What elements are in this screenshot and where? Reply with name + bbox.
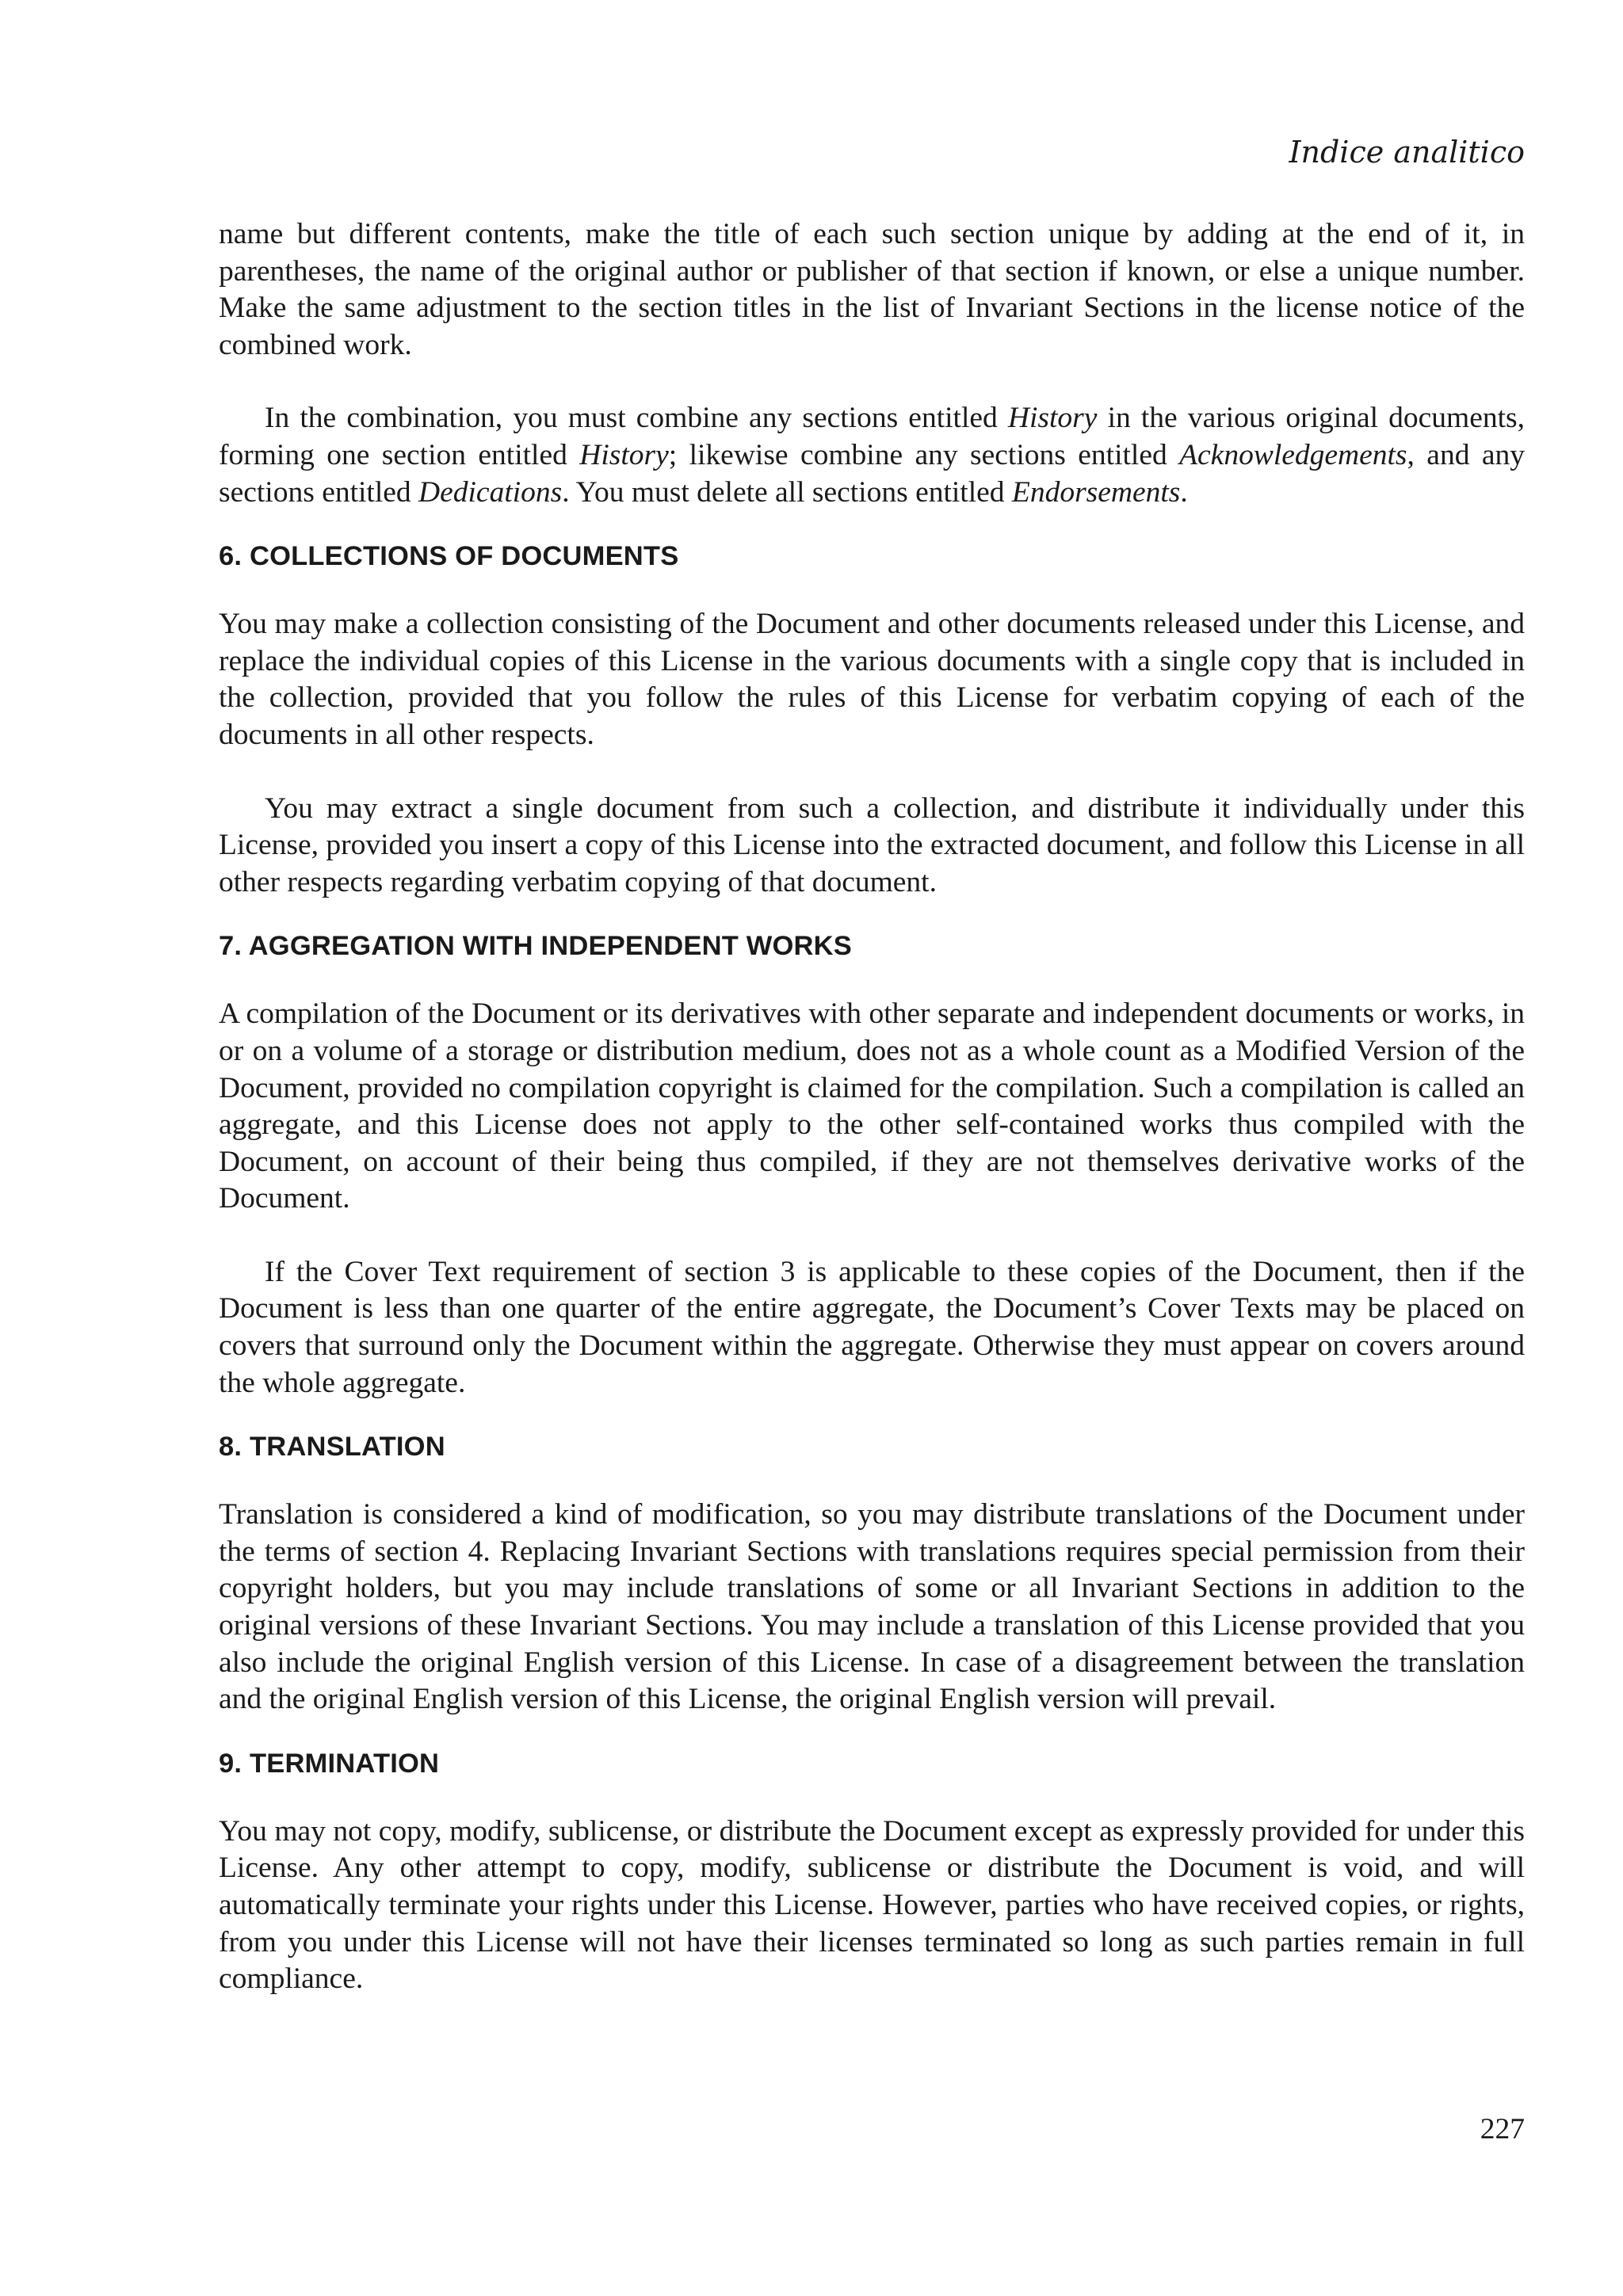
emphasis-history: History xyxy=(1007,402,1098,435)
text-run: . xyxy=(1180,475,1188,509)
text-run: . You must delete all sections entitled xyxy=(562,475,1012,509)
paragraph-7b: If the Cover Text requirement of section 3 is applicable to these copies of the Document, then if the Document is less than one quarter of the entire aggregate, the Document’s Cover Texts may be placed on covers that surround only the Document within the aggregate. Otherwise they must appear on covers around the whole aggregate. xyxy=(219,1255,1525,1399)
page-body xyxy=(219,216,1525,1998)
text-run: in the various original documents, forming one section entitled xyxy=(219,402,1526,471)
text-run: ; likewise combine any sections entitled xyxy=(668,438,1180,471)
paragraph-7a: A compilation of the Document or its derivatives with other separate and independent documents or works, in or on a volume of a storage or distribution medium, does not as a whole count as a Modified Version of the Document, provided no compilation copyright is claimed for the compilation. Such a compilation is called an aggregate, and this License does not apply to the other self-contained works thus compiled with the Document, on account of their being thus compiled, if they are not themselves derivative works of the Document. xyxy=(219,997,1525,1215)
paragraph-9: You may not copy, modify, sublicense, or distribute the Document except as expressly provided for under this License. Any other attempt to copy, modify, sublicense or distribute the Document is void, and will automatically terminate your rights under this License. However, parties who have received copies, or rights, from you under this License will not have their licenses terminated so long as such parties remain in full compliance. xyxy=(219,1814,1525,1996)
emphasis-endorsements: Endorsements xyxy=(1011,475,1181,509)
running-head: Indice analitico xyxy=(1289,135,1525,170)
section-heading-9: 9. TERMINATION xyxy=(219,1748,440,1779)
emphasis-acknowledgements: Acknowledgements xyxy=(1179,438,1407,471)
text-run: In the combination, you must combine any sections entitled xyxy=(265,402,1008,435)
emphasis-dedications: Dedications xyxy=(418,475,563,509)
paragraph-6b: You may extract a single document from such a collection, and distribute it individually under this License, provided you insert a copy of this License into the extracted document, and follow this License in all other respects regarding verbatim copying of that document. xyxy=(219,791,1525,898)
text-run: , and any sections entitled xyxy=(219,438,1526,509)
section-heading-8: 8. TRANSLATION xyxy=(219,1432,445,1463)
paragraph-combination xyxy=(219,400,1525,511)
page-number: 227 xyxy=(1480,2113,1525,2145)
emphasis-history: History xyxy=(579,438,669,471)
paragraph-6a: You may make a collection consisting of the Document and other documents released under this License, and replace the individual copies of this License in the various documents with a single copy that is included in the collection, provided that you follow the rules of this License for verbatim copying of each of the documents in all other respects. xyxy=(219,608,1525,751)
paragraph-8: Translation is considered a kind of modification, so you may distribute translations of the Document under the terms of section 4. Replacing Invariant Sections with translations requires special permission from their copyright holders, but you may include translations of some or all Invariant Sections in addition to the original versions of these Invariant Sections. You may include a translation of this License provided that you also include the original English version of this License. In case of a disagreement between the translation and the original English version of this License, the original English version will prevail. xyxy=(219,1498,1525,1716)
paragraph-carryover: name but different contents, make the title of each such section unique by adding at the end of it, in parentheses, the name of the original author or publisher of that section if known, or else a unique number. Make the same adjustment to the section titles in the list of Invariant Sections in the license notice of the combined work. xyxy=(219,218,1525,361)
section-heading-7: 7. AGGREGATION WITH INDEPENDENT WORKS xyxy=(219,931,852,962)
section-heading-6: 6. COLLECTIONS OF DOCUMENTS xyxy=(219,541,679,572)
document-page xyxy=(219,0,1525,2296)
